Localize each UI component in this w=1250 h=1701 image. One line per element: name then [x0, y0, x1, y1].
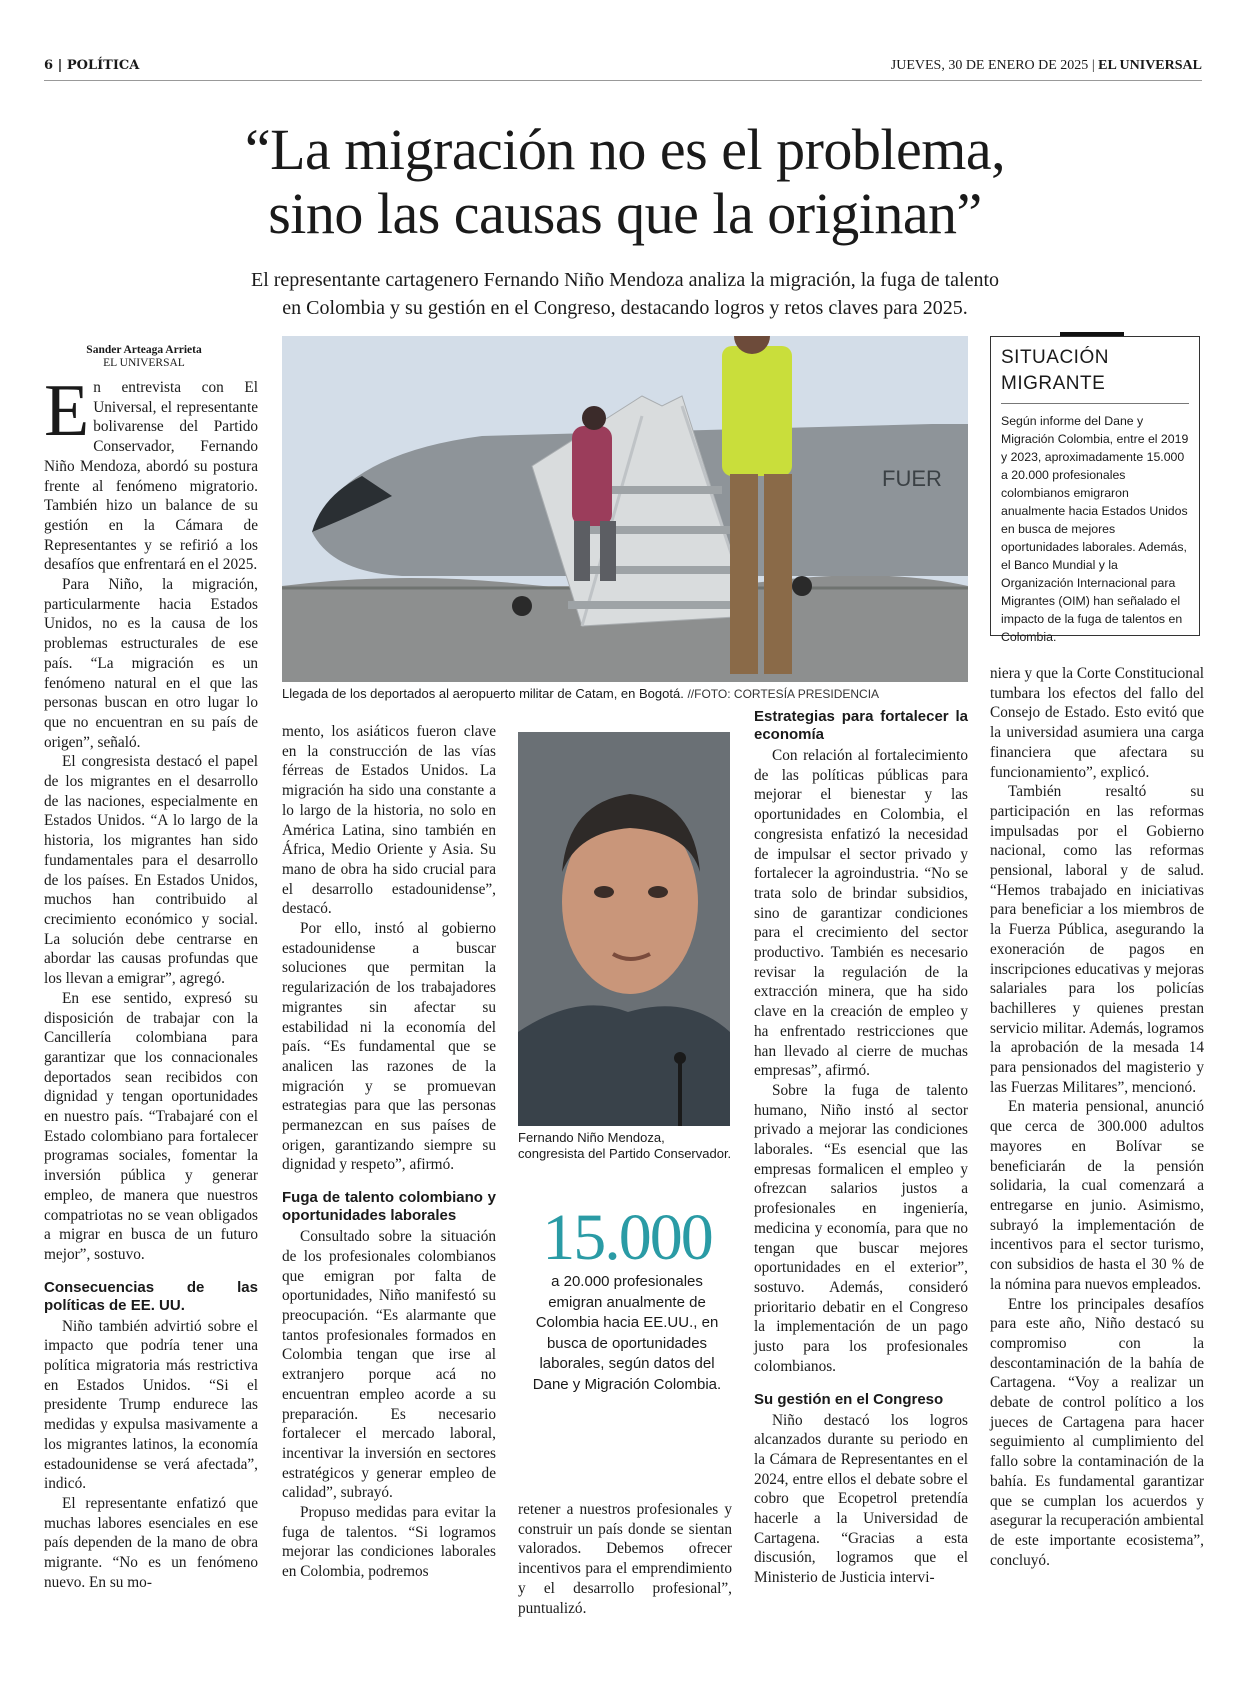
subheading-gestion-congreso: Su gestión en el Congreso — [754, 1390, 944, 1408]
col2-paragraph-3: Consultado sobre la situación de los profesionales colombianos que emigran por falta de oportunidades, Niño manifestó su preocupación. “Es alarmante que tantos profesionales formados en Colombia tengan que irse al extranjero porque acá no encuentran empleo acorde a su preparación. Es necesario fortalecer el mercado laboral, incentivar la inversión en sectores estratégicos y generar empleo de calidad”, subrayó. — [282, 1228, 496, 1502]
nino-mendoza-portrait-photo — [518, 732, 730, 1126]
col2-paragraph-4: Propuso medidas para evitar la fuga de talentos. “Si logramos mejorar las condiciones laborales en Colombia, podremos — [282, 1504, 496, 1581]
subhead-line-1: El representante cartagenero Fernando Niño Mendoza analiza la migración, la fuga de talento — [251, 269, 999, 291]
portrait-illustration — [518, 732, 730, 1126]
author-name: Sander Arteaga Arrieta — [86, 344, 202, 356]
col4-paragraph-3: Niño destacó los logros alcanzados durante su periodo en la Cámara de Representantes en el 2024, entre ellos el debate sobre el cobro que Ecopetrol pretendía hacerle a la Universidad de Cartagena. “Gracias a esta discusión, logramos que el Ministerio de Justicia intervi- — [754, 1411, 968, 1587]
plane-scene-illustration — [282, 336, 968, 682]
section-label: 6 | POLÍTICA — [44, 58, 140, 73]
byline — [44, 344, 244, 370]
highlight-text: a 20.000 profesionales emigran anualmente de Colombia hacia EE.UU., en busca de oportunidades laborales, según datos del Dane y Migración Colombia. — [532, 1273, 722, 1393]
col5-paragraph-3: En materia pensional, anunció que cerca de 300.000 adultos mayores en Bolívar se beneficiarán de la pensión solidaria, la cual comenzará a entregarse en junio. Asimismo, subrayó la implementación de incentivos para el sector turismo, con subsidios de hasta el 30 % de la nómina para nuevos empleados. — [990, 1098, 1204, 1293]
col1-paragraph-5: Niño también advirtió sobre el impacto que podría tener una política migratoria más restrictiva en Estados Unidos. “Si el presidente Trump endurece las medidas y expulsa masivamente a los migrantes latinos, la economía estadounidense se verá afectada”, indicó. — [44, 1317, 258, 1493]
subhead-line-2: en Colombia y su gestión en el Congreso, destacando logros y retos claves para 2025. — [282, 297, 968, 319]
deportees-arrival-photo — [282, 336, 968, 682]
col2-paragraph-2: Por ello, instó al gobierno estadounidense a buscar soluciones que permitan la regularización de los trabajadores migrantes sin afectar su estabilidad ni la economía del país. “Es fundamental que se analicen las razones de la migración y se promuevan estrategias para que las personas permanezcan en sus países de origen, garantizando siempre su dignidad y respeto”, afirmó. — [282, 920, 496, 1174]
subheading-fuga-talento: Fuga de talento colombiano y oportunidades laborales — [282, 1189, 496, 1225]
sidebox-text: Según informe del Dane y Migración Colombia, entre el 2019 y 2023, aproximadamente 15.000 a 20.000 profesionales colombianos emigraron anualmente hacia Estados Unidos en busca de mejores oportunidades laborales. Además, el Banco Mundial y la Organización Internacional para Migrantes (OIM) han señalado el impacto de la fuga de talentos en Colombia. — [1001, 414, 1189, 644]
date-text: JUEVES, 30 DE ENERO DE 2025 — [890, 58, 1089, 73]
highlight-number: 15.000 — [542, 1201, 712, 1274]
sidebox-title: SITUACIÓN MIGRANTE — [1001, 345, 1189, 404]
col4-paragraph-1: Con relación al fortalecimiento de las políticas públicas para mejorar el bienestar y las oportunidades en Colombia, el congresista enfatizó la necesidad de impulsar el sector privado y fortalecer la agroindustria. “No se trata solo de brindar subsidios, sino de garantizar condiciones para el crecimiento del sector productivo. También es necesario revisar la regulación de la extracción minera, que ha sido clave en la creación de empleo y ha enfrentado restricciones que han llevado al cierre de muchas empresas”, afirmó. — [754, 747, 968, 1080]
paper-name: EL UNIVERSAL — [1098, 58, 1202, 73]
plane-lettering: FUER — [882, 466, 942, 491]
article-column-5 — [990, 664, 1204, 1570]
dropcap: E — [44, 370, 90, 452]
col4-paragraph-2: Sobre la fuga de talento humano, Niño instó al sector privado a mejorar las condiciones laborales. “Es esencial que las empresas formalicen el empleo y ofrezcan salarios justos a profesionales en ingeniería, medicina y economía, para que no tengan que buscar mejores oportunidades en el exterior”, sostuvo. Además, consideró prioritario debatir en el Congreso la implementación de un pago justo para los profesionales colombianos. — [754, 1081, 968, 1375]
col1-paragraph-1: En entrevista con El Universal, el representante bolivarense del Partido Conservador, Fernando Niño Mendoza, abordó su postura frente al fenómeno migratorio. También hizo un balance de su gestión en la Cámara de Representantes y se refirió a los desafíos que enfrentará en el 2025. — [44, 370, 258, 574]
subheading-estrategias: Estrategias para fortalecer la economía — [754, 708, 968, 743]
headline — [60, 118, 1190, 246]
photo1-caption — [282, 686, 982, 702]
col5-paragraph-2: También resaltó su participación en las reformas impulsadas por el Gobierno nacional, como las reformas pensional, laboral y de salud. “Hemos trabajado en iniciativas para beneficiar a los miembros de la Fuerza Pública, asegurando la exoneración de pagos en inscripciones educativas y mejoras salariales para los policías bachilleres y quienes prestan servicio militar. Además, logramos la aprobación de la mesada 14 para pensionados del magisterio y las Fuerzas Militares”, mencionó. — [990, 783, 1204, 1096]
photo2-caption: Fernando Niño Mendoza, congresista del Partido Conservador. — [518, 1130, 732, 1161]
col2-paragraph-1: mento, los asiáticos fueron clave en la construcción de las vías férreas de Estados Unidos. La migración ha sido una constante a lo largo de la historia, no solo en América Latina, sino también en África, Medio Oriente y Asia. Su mano de obra ha sido crucial para el desarrollo estadounidense”, destacó. — [282, 723, 496, 918]
col5-paragraph-1: niera y que la Corte Constitucional tumbara los efectos del fallo del Consejo de Estado. Esto evitó que la universidad asumiera una carga financiera que afectara su funcionamiento”, explicó. — [990, 665, 1204, 781]
photo1-credit: //FOTO: CORTESÍA PRESIDENCIA — [687, 687, 880, 701]
migrant-situation-box — [990, 336, 1200, 644]
photo1-caption-text: Llegada de los deportados al aeropuerto militar de Catam, en Bogotá. — [282, 686, 684, 701]
article-column-2 — [282, 722, 496, 1582]
author-outlet: EL UNIVERSAL — [103, 357, 185, 369]
issue-date: JUEVES, 30 DE ENERO DE 2025 | EL UNIVERSAL — [890, 58, 1202, 73]
col3-paragraph-1: retener a nuestros profesionales y construir un país donde se sientan valorados. Debemos ofrecer incentivos para el emprendimiento y el desarrollo profesional”, puntualizó. — [518, 1501, 732, 1617]
subheading-consecuencias: Consecuencias de las políticas de EE. UU. — [44, 1278, 258, 1314]
col1-paragraph-4: En ese sentido, expresó su disposición de trabajar con la Cancillería colombiana para garantizar que los connacionales deportados sean recibidos con dignidad y tengan oportunidades en nuestro país. “Trabajaré con el Estado colombiano para fortalecer programas sociales, fomentar la inversión pública y generar empleo, de manera que nuestros compatriotas no se vean obligados a migrar en busca de un futuro mejor”, sostuvo. — [44, 989, 258, 1263]
subheadline — [160, 266, 1090, 322]
col1-paragraph-2: Para Niño, la migración, particularmente hacia Estados Unidos, no es la causa de los problemas estructurales de ese país. “La migración es un fenómeno natural en el que las personas buscan en otro lugar lo que no encuentran en su país de origen”, señaló. — [44, 576, 258, 751]
headline-line-2: sino las causas que la originan” — [268, 181, 982, 246]
page-header — [44, 58, 1202, 80]
headline-line-1: “La migración no es el problema, — [244, 117, 1006, 182]
article-column-3 — [518, 1500, 732, 1618]
col1-paragraph-6: El representante enfatizó que muchas labores esenciales en ese país dependen de la mano de obra migrante. “No es un fenómeno nuevo. En su mo- — [44, 1494, 258, 1591]
article-column-1 — [44, 370, 258, 1592]
article-column-4 — [754, 708, 968, 1588]
col5-paragraph-4: Entre los principales desafíos para este año, Niño destacó su compromiso con la descontaminación de la bahía de Cartagena. “Voy a realizar un debate de control político a los jueces de Cartagena para hacer seguimiento al cumplimiento del fallo sobre la contaminación de la bahía. Es fundamental garantizar que se cumplan los acuerdos y asegurar la recuperación ambiental de este importante ecosistema”, concluyó. — [990, 1295, 1204, 1569]
col1-paragraph-3: El congresista destacó el papel de los migrantes en el desarrollo de las naciones, especialmente en Estados Unidos. “A lo largo de la historia, los migrantes han sido fundamentales para el desarrollo de los países. En Estados Unidos, muchos han contribuido al crecimiento económico y social. La solución debe centrarse en abordar las causas profundas que los llevan a emigrar”, agregó. — [44, 753, 258, 988]
header-rule — [44, 80, 1202, 81]
